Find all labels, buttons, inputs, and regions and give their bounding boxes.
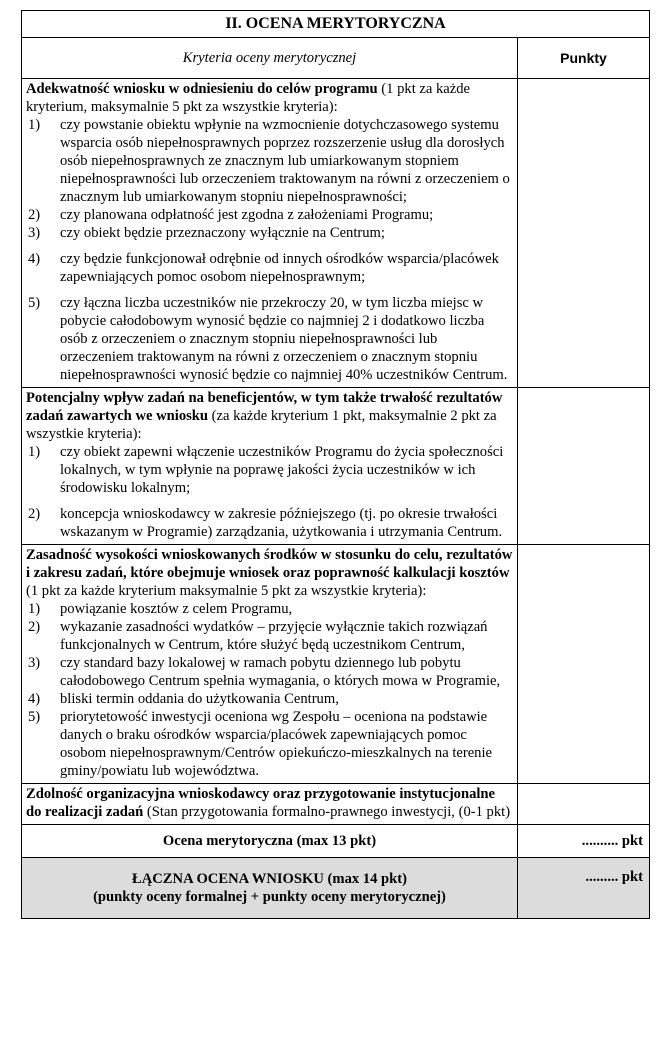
criteria-heading: Adekwatność wniosku w odniesieniu do celów programu (26, 81, 378, 97)
item-number: 4) (28, 691, 41, 707)
item-number: 1) (28, 601, 41, 617)
criteria-heading: Zdolność organizacyjna wnioskodawcy oraz przygotowanie instytucjonalne do realizacji zadań (26, 786, 496, 820)
item-number: 1) (28, 444, 41, 460)
criteria-row (22, 784, 650, 825)
item-number: 4) (28, 251, 41, 267)
item-number: 5) (28, 709, 41, 725)
criteria-cell (22, 79, 518, 388)
item-text: czy standard bazy lokalowej w ramach pobytu dziennego lub pobytu całodobowego Centrum spełnia wymagania, o których mowa w Programie, (60, 655, 501, 689)
list-item (26, 654, 513, 690)
list-item (26, 600, 513, 618)
criteria-scoring-note: (1 pkt za każde kryterium maksymalnie 5 pkt za wszystkie kryteria): (26, 583, 427, 599)
list-item (26, 206, 513, 224)
item-text: bliski termin oddania do użytkowania Centrum, (60, 691, 339, 707)
points-column-header: Punkty (518, 38, 650, 79)
item-text: powiązanie kosztów z celem Programu, (60, 601, 293, 617)
item-number: 1) (28, 117, 41, 133)
list-item (26, 250, 513, 286)
list-item (26, 116, 513, 206)
list-item (26, 708, 513, 780)
item-number: 2) (28, 619, 41, 635)
points-cell[interactable] (518, 388, 650, 545)
criteria-intro (26, 546, 513, 600)
criteria-scoring-note: (za każde kryterium 1 pkt, maksymalnie 2 pkt za wszystkie kryteria): (26, 408, 497, 442)
merit-score-points[interactable]: .......... pkt (518, 825, 650, 858)
list-item (26, 690, 513, 708)
item-number: 5) (28, 295, 41, 311)
criteria-intro (26, 785, 513, 821)
points-cell[interactable] (518, 784, 650, 825)
criteria-cell (22, 784, 518, 825)
list-item (26, 224, 513, 242)
total-score-points[interactable]: ......... pkt (518, 858, 650, 919)
criteria-row (22, 79, 650, 388)
criteria-scoring-note: (1 pkt za każde kryterium, maksymalnie 5 pkt za wszystkie kryteria): (26, 81, 471, 115)
criteria-cell (22, 545, 518, 784)
item-text: czy łączna liczba uczestników nie przekroczy 20, w tym liczba miejsc w pobycie całodobowym wynosić będzie co najmniej 2 i dodatkowo liczba osób z orzeczeniem o znacznym stopniu niepełnosprawności lub orzeczeniem traktowanym na równi z orzeczeniem o znacznym stopniu niepełnosprawności wynosić będzie co najmniej 40% uczestników Centrum. (60, 295, 508, 383)
section-title: II. OCENA MERYTORYCZNA (22, 11, 650, 38)
item-text: czy będzie funkcjonował odrębnie od innych ośrodków wsparcia/placówek zapewniających pomoc osobom niepełnosprawnym; (60, 251, 499, 285)
points-cell[interactable] (518, 79, 650, 388)
criteria-intro (26, 389, 513, 443)
item-text: priorytetowość inwestycji oceniona wg Zespołu – oceniona na podstawie danych o braku ośrodków wsparcia/placówek zapewniających pomoc osobom niepełnosprawnym/Centrów opiekuńczo-mieszkalnych na terenie gminy/powiatu lub województwa. (60, 709, 493, 779)
points-cell[interactable] (518, 545, 650, 784)
item-number: 3) (28, 225, 41, 241)
criteria-heading: Potencjalny wpływ zadań na beneficjentów, w tym także trwałość rezultatów zadań zawartych we wniosku (26, 390, 503, 424)
criteria-cell (22, 388, 518, 545)
list-item (26, 618, 513, 654)
item-text: czy obiekt będzie przeznaczony wyłącznie na Centrum; (60, 225, 385, 241)
merit-score-label: Ocena merytoryczna (max 13 pkt) (22, 825, 518, 858)
item-number: 2) (28, 506, 41, 522)
item-text: koncepcja wnioskodawcy w zakresie późniejszego (tj. po okresie trwałości wskazanym w Programie) zarządzania, użytkowania i utrzymania Centrum. (60, 506, 503, 540)
item-text: czy planowana odpłatność jest zgodna z założeniami Programu; (60, 207, 434, 223)
evaluation-table (21, 10, 650, 919)
item-text: czy powstanie obiektu wpłynie na wzmocnienie dotychczasowego systemu wsparcia osób niepełnosprawnych poprzez rozszerzenie usług dla dorosłych osób niepełnosprawnych ze znacznym lub umiarkowanym stopniem niepełnosprawności lub orzeczeniem traktowanym na równi z orzeczeniem o znacznym lub umiarkowanym stopniu niepełnosprawności; (60, 117, 510, 205)
item-text: wykazanie zasadności wydatków – przyjęcie wyłącznie takich rozwiązań funkcjonalnych w Centrum, które służyć będą uczestnikom Centrum, (60, 619, 488, 653)
criteria-intro (26, 80, 513, 116)
criteria-heading: Zasadność wysokości wnioskowanych środków w stosunku do celu, rezultatów i zakresu zadań, które obejmuje wniosek oraz poprawność kalkulacji kosztów (26, 547, 513, 581)
total-score-title: ŁĄCZNA OCENA WNIOSKU (max 14 pkt) (131, 871, 408, 887)
criteria-row (22, 545, 650, 784)
list-item (26, 294, 513, 384)
criteria-scoring-note: (Stan przygotowania formalno-prawnego inwestycji, (0-1 pkt) (143, 804, 511, 820)
criteria-column-header: Kryteria oceny merytorycznej (22, 38, 518, 79)
total-score-label (22, 858, 518, 919)
total-score-row (22, 858, 650, 919)
merit-score-row (22, 825, 650, 858)
item-number: 3) (28, 655, 41, 671)
total-score-subtitle: (punkty oceny formalnej + punkty oceny merytorycznej) (93, 889, 446, 905)
list-item (26, 443, 513, 497)
criteria-row (22, 388, 650, 545)
item-number: 2) (28, 207, 41, 223)
item-text: czy obiekt zapewni włączenie uczestników Programu do życia społeczności lokalnych, w tym wpłynie na poprawę jakości życia uczestników w ich środowisku lokalnym; (60, 444, 504, 496)
list-item (26, 505, 513, 541)
